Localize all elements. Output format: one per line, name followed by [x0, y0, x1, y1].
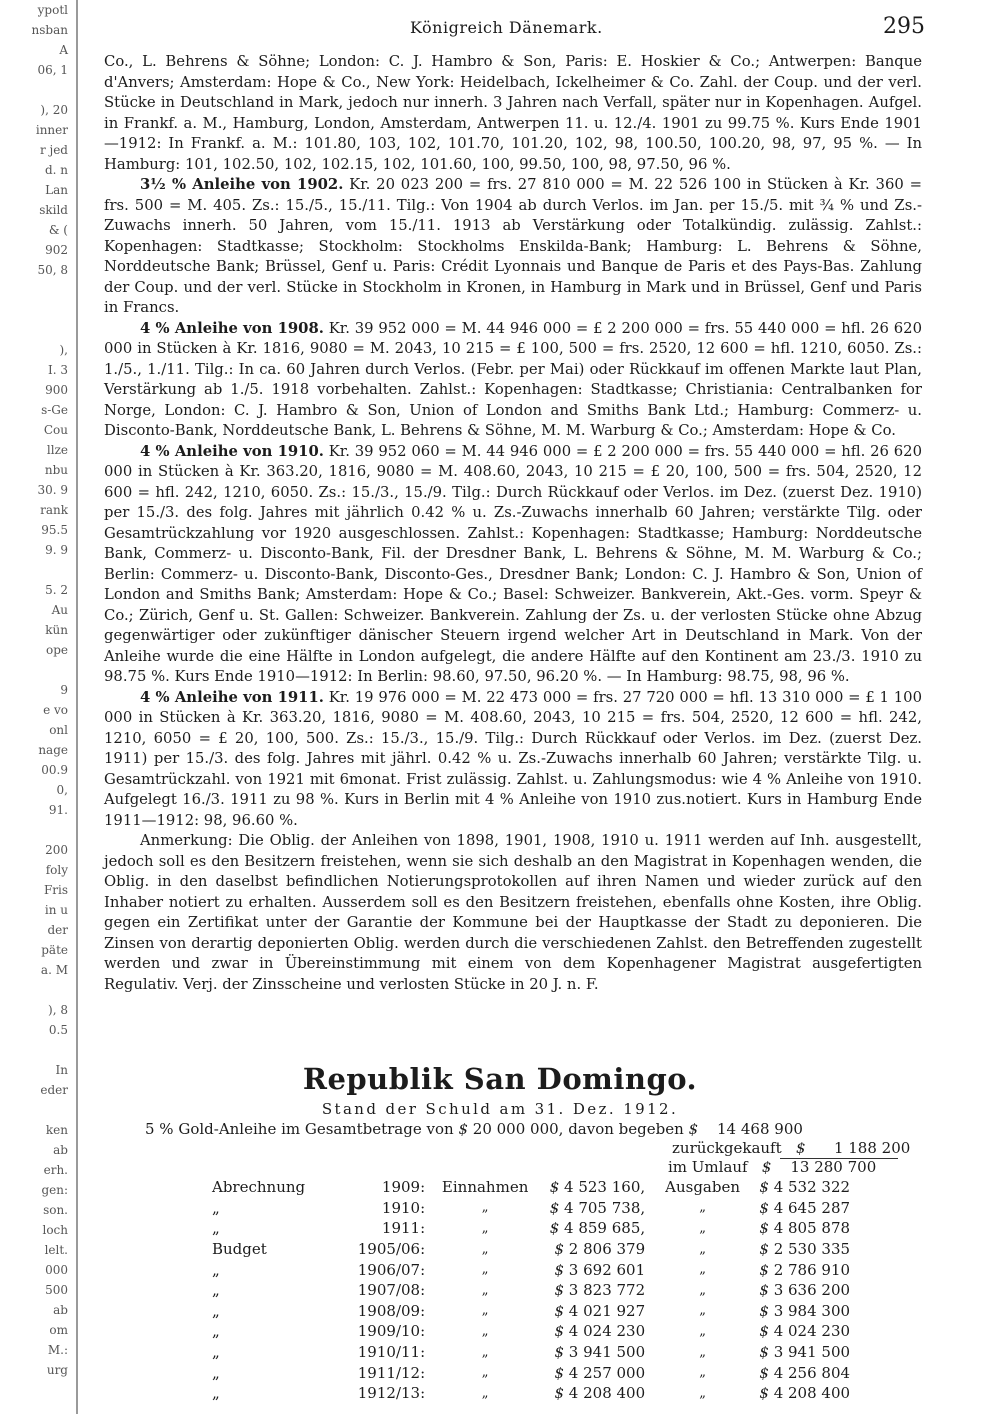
- edge-fragment: 0,: [56, 783, 68, 797]
- edge-fragment: 900: [45, 383, 68, 397]
- income-label: „: [481, 1323, 489, 1339]
- left-page-edge-fragments: [0, 0, 78, 1414]
- edge-fragment: I. 3: [47, 363, 68, 377]
- edge-fragment: urg: [46, 1363, 68, 1377]
- income-value: $ 3 692 601: [554, 1260, 646, 1279]
- repurchased-line: zurückgekauft $ 1 188 200: [672, 1139, 911, 1157]
- edge-fragment: [0, 560, 76, 580]
- edge-fragment: d. n: [44, 163, 68, 177]
- expense-label: „: [699, 1282, 706, 1298]
- budget-row: [212, 1280, 850, 1301]
- income-value: $ 3 941 500: [554, 1343, 646, 1362]
- edge-fragment: nbu: [44, 463, 68, 477]
- income-value: $ 4 859 685,: [549, 1219, 646, 1238]
- income-value: $ 4 523 160,: [549, 1178, 646, 1197]
- expense-label: „: [699, 1323, 706, 1339]
- edge-fragment: 00.9: [41, 763, 68, 777]
- edge-fragment: 9. 9: [45, 543, 68, 557]
- edge-fragment: 50, 8: [37, 263, 68, 277]
- edge-fragment: loch: [42, 1223, 68, 1237]
- income-value: $ 2 806 379: [554, 1240, 646, 1259]
- edge-fragment: In: [55, 1063, 68, 1077]
- edge-fragment: Fris: [43, 883, 68, 897]
- income-value: $ 4 705 738,: [549, 1198, 646, 1217]
- row-period: 1910:: [381, 1198, 426, 1217]
- edge-fragment: A: [59, 43, 68, 57]
- edge-fragment: nsban: [31, 23, 68, 37]
- debt-status-line: Stand der Schuld am 31. Dez. 1912.: [321, 1100, 679, 1118]
- row-prefix: „: [212, 1281, 220, 1300]
- edge-fragment: 000: [45, 1263, 68, 1277]
- section-title-san-domingo: Republik San Domingo.: [302, 1062, 698, 1096]
- budget-row: [212, 1342, 850, 1363]
- page-number: 295: [883, 14, 925, 39]
- edge-fragment: rank: [40, 503, 68, 517]
- edge-fragment: 0.5: [48, 1023, 68, 1037]
- loan-1911-heading: 4 % Anleihe von 1911.: [140, 688, 324, 706]
- budget-row: [212, 1362, 850, 1383]
- row-prefix: Budget: [212, 1240, 267, 1259]
- budget-row: [212, 1259, 850, 1280]
- income-label: „: [481, 1385, 489, 1401]
- edge-fragment: s-Ge: [41, 403, 68, 417]
- edge-fragment: ), 8: [48, 1003, 68, 1017]
- edge-fragment: & (: [48, 223, 68, 237]
- edge-fragment: ab: [53, 1143, 68, 1157]
- expense-label: „: [699, 1385, 706, 1401]
- row-prefix: „: [212, 1363, 220, 1382]
- paragraph-loan-1908: 4 % Anleihe von 1908. Kr. 39 952 000 = M. 44 946 000 = £ 2 200 000 = frs. 55 440 000 = hfl. 26 620 000 in Stücken à Kr. 1816, 9080 = M. 2043, 10 215 = £ 100, 500 = frs. 2520, 12 600 = hfl. 1210, 6050. Zs.: 1./5., 1./11. Tilg.: In ca. 60 Jahren durch Verlos. (Febr. per Mai) oder Rückkauf im offenen Markte laut Plan, Verstärkung ab 1./5. 1918 vorbehalten. Zahlst.: Kopenhagen: Stadtkasse; Christiania: Centralbanken for Norge, London: C. J. Hambro & Son, Union of London and Smiths Bank Ltd.; Hamburg: Commerz- u. Disconto-Bank, Norddeutsche Bank, L. Behrens & Söhne, M. M. Warburg & Co.; Amsterdam: Hope & Co.: [104, 319, 923, 439]
- edge-fragment: Cou: [43, 423, 68, 437]
- edge-fragment: [0, 300, 76, 320]
- edge-fragment: 902: [45, 243, 68, 257]
- income-label: „: [481, 1200, 489, 1216]
- income-value: $ 4 208 400: [554, 1384, 646, 1403]
- gold-loan-line: 5 % Gold-Anleihe im Gesamtbetrage von $ 20 000 000, davon begeben $ 14 468 900: [145, 1120, 803, 1138]
- budget-row: [212, 1383, 850, 1404]
- row-prefix: „: [212, 1301, 220, 1320]
- edge-fragment: onl: [49, 723, 68, 737]
- edge-fragment: om: [49, 1323, 68, 1337]
- income-value: $ 4 257 000: [554, 1363, 646, 1382]
- edge-fragment: ), 20: [40, 103, 68, 117]
- edge-fragment: son.: [43, 1203, 68, 1217]
- edge-fragment: Au: [51, 603, 68, 617]
- row-prefix: Abrechnung: [212, 1178, 306, 1197]
- row-prefix: „: [212, 1384, 220, 1403]
- budget-row: [212, 1301, 850, 1322]
- edge-fragment: [0, 80, 76, 100]
- row-prefix: „: [212, 1219, 220, 1238]
- edge-fragment: 95.5: [41, 523, 68, 537]
- expense-label: „: [699, 1303, 706, 1319]
- edge-fragment: e vo: [43, 703, 68, 717]
- expense-value: $ 4 805 878: [759, 1219, 851, 1238]
- edge-fragment: M.:: [47, 1343, 68, 1357]
- income-value: $ 4 024 230: [554, 1322, 646, 1341]
- budget-row: [212, 1239, 850, 1260]
- edge-fragment: ken: [45, 1123, 68, 1137]
- expense-label: „: [699, 1262, 706, 1278]
- row-prefix: „: [212, 1343, 220, 1362]
- edge-fragment: 500: [45, 1283, 68, 1297]
- edge-fragment: [0, 980, 76, 1000]
- paragraph-loan-1910: 4 % Anleihe von 1910. Kr. 39 952 060 = M. 44 946 000 = £ 2 200 000 = frs. 55 440 000 = hfl. 26 620 000 in Stücken à Kr. 363.20, 1816, 9080 = M. 408.60, 2043, 10 215 = £ 20, 100, 500 = frs. 504, 2520, 12 600 = hfl. 242, 1210, 6050. Zs.: 15./3., 15./9. Tilg.: Durch Rückkauf oder Verlos. im Dez. (zuerst Dez. 1910) per 15./3. des folg. Jahres mit jährlich 0.42 % u. Zs.-Zuwachs innerhalb 60 Jahren; verstärkte Tilg. oder Gesamtrückzahlung vor 1920 ausgeschlossen. Zahlst.: Kopenhagen: Stadtkasse; Hamburg: Norddeutsche Bank, Commerz- u. Disconto-Bank, Fil. der Dresdner Bank, L. Behrens & Söhne, M. M. Warburg & Co.; Berlin: Commerz- u. Disconto-Bank, Disconto-Ges., Dresdner Bank; London: C. J. Hambro & Son, Union of London and Smiths Bank; Amsterdam: Hope & Co.; Basel: Schweizer. Bankverein, Akt.-Ges. vorm. Speyr & Co.; Zürich, Genf u. St. Gallen: Schweizer. Bankverein. Zahlung der Zs. u. der verlosten Stücke ohne Abzug gegenwärtiger oder zukünftiger dänischer Steuern irgend welcher Art in Deutschland in Mark. Von der Anleihe wurde die eine Hälfte in London aufgelegt, die andere Hälfte auf den Kontinent am 23./3. 1910 zu 98.75 %. Kurs Ende 1910—1912: In Berlin: 98.60, 97.50, 96.20 %. — In Hamburg: 98.75, 98, 96 %.: [104, 442, 923, 685]
- paragraph-1901-continuation: Co., L. Behrens & Söhne; London: C. J. Hambro & Son, Paris: E. Hoskier & Co.; Antwerpen: Banque d'Anvers; Amsterdam: Hope & Co., New York: Heidelbach, Ickelheimer & Co. Zahl. der Coup. und der verl. Stücke in Deutschland in Mark, jedoch nur innerh. 3 Jahren nach Verfall, später nur in Kopenhagen. Aufgel. in Frankf. a. M., Hamburg, London, Amsterdam, Antwerpen 11. u. 12./4. 1901 zu 99.75 %. Kurs Ende 1901—1912: In Frankf. a. M.: 101.80, 103, 102, 101.70, 101.20, 102, 98, 100.50, 100.20, 98, 97, 95 %. — In Hamburg: 101, 102.50, 102, 102.15, 102, 101.60, 100, 99.50, 100, 98, 97.50, 96 %.: [104, 53, 922, 173]
- row-prefix: „: [212, 1260, 220, 1279]
- circulation-line: im Umlauf $ 13 280 700: [668, 1158, 877, 1176]
- running-head-title: Königreich Dänemark.: [410, 18, 603, 37]
- row-period: 1911:: [381, 1219, 426, 1238]
- loan-1902-heading: 3½ % Anleihe von 1902.: [140, 176, 344, 193]
- edge-fragment: ab: [53, 1303, 68, 1317]
- expense-label: „: [699, 1344, 706, 1360]
- edge-fragment: a. M: [40, 963, 68, 977]
- edge-fragment: [0, 280, 76, 300]
- loan-1908-heading: 4 % Anleihe von 1908.: [140, 319, 324, 337]
- edge-fragment: 9: [60, 683, 68, 697]
- row-period: 1908/09:: [357, 1301, 426, 1320]
- row-period: 1909:: [381, 1178, 426, 1197]
- expense-value: $ 3 636 200: [759, 1281, 851, 1300]
- income-label: „: [481, 1365, 489, 1381]
- edge-fragment: päte: [41, 943, 68, 957]
- paragraph-loan-1911: 4 % Anleihe von 1911. Kr. 19 976 000 = M. 22 473 000 = frs. 27 720 000 = hfl. 13 310 000 = £ 1 100 000 in Stücken à Kr. 363.20, 1816, 9080 = M. 408.60, 2043, 10 215 = frs. 504, 2520, 12 600 = hfl. 242, 1210, 6050 = £ 20, 100, 500. Zs.: 15./3., 15./9. Tilg.: Durch Rückkauf oder Verlos. im Dez. (zuerst Dez. 1911) per 15./3. des folg. Jahres mit jährl. 0.42 % u. Zs.-Zuwachs innerhalb 60 Jahren; verstärkte Tilg. u. Gesamtrückzahl. von 1921 mit 6monat. Frist zulässig. Zahlst. u. Zahlungsmodus: wie 4 % Anleihe von 1910. Aufgelegt 16./3. 1911 zu 98 %. Kurs in Berlin mit 4 % Anleihe von 1910 zus.notiert. Kurs in Hamburg Ende 1911—1912: 98, 96.60 %.: [104, 688, 923, 829]
- income-value: $ 3 823 772: [554, 1281, 646, 1300]
- income-value: $ 4 021 927: [554, 1301, 646, 1320]
- edge-fragment: kün: [45, 623, 68, 637]
- edge-fragment: der: [47, 923, 68, 937]
- expense-label: Ausgaben: [665, 1178, 741, 1197]
- edge-fragment: 06, 1: [37, 63, 68, 77]
- expense-value: $ 4 024 230: [759, 1322, 851, 1341]
- expense-label: „: [699, 1220, 706, 1236]
- expense-value: $ 4 208 400: [759, 1384, 851, 1403]
- edge-fragment: [0, 320, 76, 340]
- edge-fragment: 91.: [48, 803, 68, 817]
- budget-row: [212, 1177, 850, 1198]
- income-label: „: [481, 1282, 489, 1298]
- edge-fragment: gen:: [41, 1183, 68, 1197]
- edge-fragment: 30. 9: [37, 483, 68, 497]
- edge-fragment: llze: [46, 443, 68, 457]
- budget-row: [212, 1198, 850, 1219]
- expense-label: „: [699, 1241, 706, 1257]
- edge-fragment: ope: [45, 643, 68, 657]
- budget-table: [212, 1177, 850, 1404]
- expense-value: $ 4 645 287: [759, 1198, 851, 1217]
- main-text-block: [104, 52, 922, 995]
- edge-fragment: foly: [45, 863, 68, 877]
- row-period: 1909/10:: [357, 1322, 426, 1341]
- edge-fragment: 200: [45, 843, 68, 857]
- row-period: 1906/07:: [357, 1260, 426, 1279]
- paragraph-loan-1902: 3½ % Anleihe von 1902. Kr. 20 023 200 = frs. 27 810 000 = M. 22 526 100 in Stücken à Kr. 360 = frs. 500 = M. 405. Zs.: 15./5., 15./11. Tilg.: Von 1904 ab durch Verlos. im Jan. per 15./5. mit ¾ % und Zs.-Zuwachs innerh. 50 Jahren, vom 15./11. 1913 ab Verstärkung oder Totalkündig. zulässig. Zahlst.: Kopenhagen: Stadtkasse; Stockholm: Stockholms Enskilda-Bank; Hamburg: L. Behrens & Söhne, Norddeutsche Bank; Brüssel, Genf u. Paris: Crédit Lyonnais und Banque de Paris et des Pays-Bas. Zahlung der Coup. und der verl. Stücke in Stockholm in Kronen, in Hamburg in Mark und in Brüssel, Genf und Paris in Francs.: [104, 176, 922, 316]
- edge-fragment: in u: [44, 903, 68, 917]
- income-label: Einnahmen: [441, 1178, 529, 1197]
- row-period: 1907/08:: [357, 1281, 426, 1300]
- edge-fragment: Lan: [45, 183, 68, 197]
- income-label: „: [481, 1262, 489, 1278]
- edge-fragment: nage: [38, 743, 68, 757]
- income-label: „: [481, 1303, 489, 1319]
- edge-fragment: r jed: [39, 143, 68, 157]
- expense-value: $ 2 530 335: [759, 1240, 851, 1259]
- row-period: 1905/06:: [357, 1240, 426, 1259]
- edge-fragment: [0, 1040, 76, 1060]
- income-label: „: [481, 1241, 489, 1257]
- expense-label: „: [699, 1200, 706, 1216]
- budget-row: [212, 1321, 850, 1342]
- expense-value: $ 3 941 500: [759, 1343, 851, 1362]
- edge-fragment: ypotl: [37, 3, 68, 17]
- row-period: 1911/12:: [357, 1363, 426, 1382]
- expense-value: $ 2 786 910: [759, 1260, 851, 1279]
- edge-fragment: skild: [39, 203, 68, 217]
- edge-fragment: 5. 2: [45, 583, 68, 597]
- loan-1910-heading: 4 % Anleihe von 1910.: [140, 442, 324, 460]
- income-label: „: [481, 1220, 489, 1236]
- income-label: „: [481, 1344, 489, 1360]
- row-prefix: „: [212, 1322, 220, 1341]
- edge-fragment: [0, 820, 76, 840]
- edge-fragment: ),: [59, 343, 68, 357]
- expense-value: $ 3 984 300: [759, 1301, 851, 1320]
- row-prefix: „: [212, 1198, 220, 1217]
- budget-row: [212, 1218, 850, 1239]
- expense-label: „: [699, 1365, 706, 1381]
- paragraph-anmerkung: Anmerkung: Die Oblig. der Anleihen von 1898, 1901, 1908, 1910 u. 1911 werden auf Inh. ausgestellt, jedoch soll es den Besitzern freistehen, wenn sie sich deshalb an den Magistrat in Kopenhagen wenden, die Oblig. in den daselbst befindlichen Notierungsprotokollen auf ihren Namen und wieder zurück auf den Inhaber notiert zu erhalten. Ausserdem soll es den Besitzern freistehen, ebenfalls ohne Kosten, ihre Oblig. gegen ein Zertifikat unter der Garantie der Kommune bei der Hauptkasse der Stadt zu deponieren. Die Zinsen von derartig deponierten Oblig. werden durch die verschiedenen Zahlst. den Betreffenden zugestellt werden und zwar in Übereinstimmung mit einem von dem Kopenhagener Magistrat ausgefertigten Regulativ. Verj. der Zinsscheine und verlosten Stücke in 20 J. n. F.: [104, 832, 922, 993]
- row-period: 1910/11:: [357, 1343, 426, 1362]
- edge-fragment: lelt.: [44, 1243, 68, 1257]
- expense-value: $ 4 532 322: [759, 1178, 851, 1197]
- row-period: 1912/13:: [357, 1384, 426, 1403]
- edge-fragment: [0, 660, 76, 680]
- expense-value: $ 4 256 804: [759, 1363, 851, 1382]
- edge-fragment: erh.: [43, 1163, 68, 1177]
- edge-fragment: eder: [40, 1083, 68, 1097]
- edge-fragment: inner: [35, 123, 68, 137]
